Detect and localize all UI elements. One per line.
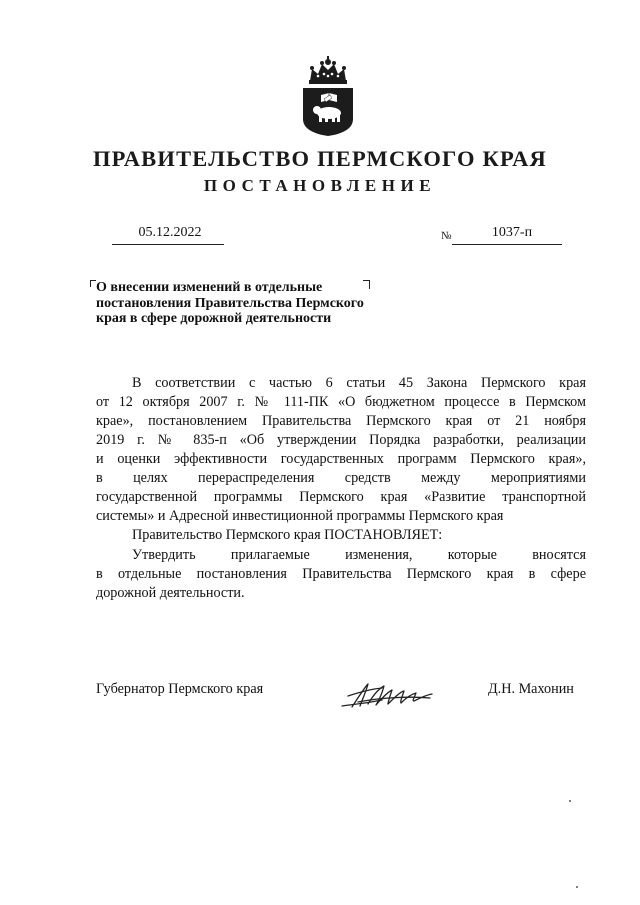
coat-of-arms-icon <box>298 55 358 137</box>
body-line: и оценки эффективности государственных программ Пермского края», <box>96 451 586 467</box>
document-date: 05.12.2022 <box>138 225 202 240</box>
body-line: Утвердить прилагаемые изменения, которые вносятся <box>132 547 586 563</box>
subject-line: края в сфере дорожной деятельности <box>96 311 332 326</box>
body-line: дорожной деятельности. <box>96 585 245 601</box>
signatory-title: Губернатор Пермского края <box>96 681 264 697</box>
body-line: в целях перераспределения средств между мероприятиями <box>96 470 586 486</box>
preamble-paragraph <box>96 374 586 526</box>
subject-line: О внесении изменений в отдельные <box>96 280 323 295</box>
document-type: ПОСТАНОВЛЕНИЕ <box>203 176 437 195</box>
body-line: государственной программы Пермского края «Развитие транспортной <box>96 489 586 505</box>
body-line: крае», постановлением Правительства Пермского края от 21 ноября <box>96 413 586 429</box>
document-number: 1037-п <box>491 225 533 240</box>
signatory-name: Д.Н. Махонин <box>488 681 574 697</box>
scan-speck <box>576 886 578 888</box>
handwritten-signature <box>338 676 438 714</box>
decision-paragraph <box>96 546 586 603</box>
decree-statement: Правительство Пермского края ПОСТАНОВЛЯЕТ: <box>132 527 443 543</box>
number-underline <box>452 244 562 245</box>
body-line: системы» и Адресной инвестиционной программы Пермского края <box>96 508 504 524</box>
body-line: от 12 октября 2007 г. № 111-ПК «О бюджетном процессе в Пермском <box>96 394 586 410</box>
body-line: 2019 г. № 835-п «Об утверждении Порядка разработки, реализации <box>96 432 586 448</box>
document-subject <box>96 280 416 327</box>
body-line: в отдельные постановления Правительства Пермского края в сфере <box>96 566 586 582</box>
subject-line: постановления Правительства Пермского <box>96 295 364 311</box>
date-underline <box>112 244 224 245</box>
organization-name: ПРАВИТЕЛЬСТВО ПЕРМСКОГО КРАЯ <box>92 146 548 171</box>
number-sign: № <box>441 230 452 242</box>
body-line: В соответствии с частью 6 статьи 45 Закона Пермского края <box>132 375 586 391</box>
scan-speck <box>569 800 571 802</box>
